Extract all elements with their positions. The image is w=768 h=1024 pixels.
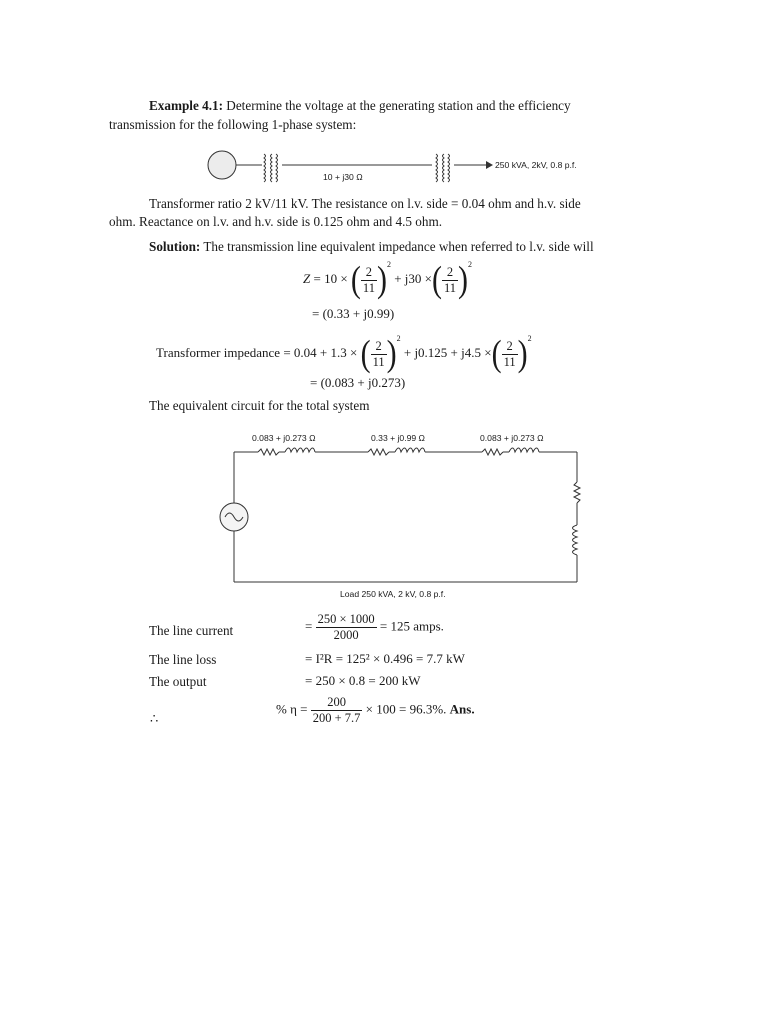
example-heading: Example 4.1: — [149, 98, 223, 113]
given-line2: ohm. Reactance on l.v. and h.v. side is 0.125 ohm and 4.5 ohm. — [109, 214, 443, 229]
given-line1: Transformer ratio 2 kV/11 kV. The resistance on l.v. side = 0.04 ohm and h.v. side — [149, 196, 581, 211]
solution-label: Solution: — [149, 239, 201, 254]
arrow-head — [486, 161, 493, 169]
example-question-line2: transmission for the following 1-phase system: — [109, 117, 357, 132]
line-loss-expr: = I²R = 125² × 0.496 = 7.7 kW — [305, 651, 465, 666]
equivalent-circuit-text: The equivalent circuit for the total system — [149, 398, 370, 413]
resistor-1 — [258, 449, 279, 455]
tz-result: = (0.083 + j0.273) — [310, 375, 406, 390]
z-result: = (0.33 + j0.99) — [312, 306, 395, 321]
line-impedance-label: 10 + j30 Ω — [323, 172, 363, 182]
output-expr: = 250 × 0.8 = 200 kW — [305, 673, 421, 688]
ratio-fraction: $\frac{2}{11}$ — [362, 264, 375, 295]
z-equation: Z = 10 × ( $\frac{2}{11}$ )$^2$ + j30 ×( $\frac{2}{11}$ )$^2$ — [303, 258, 473, 301]
line-current-label: The line current — [149, 623, 234, 638]
z3-label: 0.083 + j0.273 Ω — [480, 433, 544, 443]
line-current-equation: = $\frac{250 \times 1000}{2000}$ = 125 amps. — [305, 612, 444, 642]
efficiency-fraction: $\frac{200}{200 + 7.7}$ — [312, 695, 361, 725]
transformer-left — [264, 154, 278, 182]
inductor-3 — [509, 448, 539, 452]
tz-label: Transformer impedance = 0.04 + 1.3 × — [156, 345, 358, 360]
solution-text: The transmission line equivalent impedance when referred to l.v. side will — [203, 239, 594, 254]
load-resistor — [574, 482, 580, 503]
tz-term2: + j0.125 + j4.5 × — [403, 345, 492, 360]
load-description: Load 250 kVA, 2 kV, 0.8 p.f. — [340, 589, 446, 599]
load-inductor — [573, 525, 578, 555]
answer-label: Ans. — [449, 701, 475, 717]
output-label: The output — [149, 674, 207, 689]
resistor-2 — [368, 449, 389, 455]
inductor-2 — [395, 448, 425, 452]
ratio-fraction: $\frac{2}{11}$ — [443, 264, 457, 295]
current-result: = 125 amps. — [379, 618, 444, 634]
single-phase-system-diagram — [0, 140, 768, 200]
z1-label: 0.083 + j0.273 Ω — [252, 433, 316, 443]
therefore-symbol: ∴ — [150, 711, 159, 726]
current-fraction: $\frac{250 \times 1000}{2000}$ — [317, 612, 375, 642]
example-question-text: Determine the voltage at the generating station and the efficiency — [226, 98, 571, 113]
resistor-3 — [482, 449, 503, 455]
z-symbol: Z — [303, 271, 311, 286]
ratio-fraction: $\frac{2}{11}$ — [503, 338, 516, 369]
line-loss-label: The line loss — [149, 652, 217, 667]
solution-line — [149, 238, 594, 256]
z-term2: + j30 × — [394, 271, 432, 286]
ratio-fraction: $\frac{2}{11}$ — [372, 338, 385, 369]
efficiency-equation: % η = $\frac{200}{200 + 7.7}$ × 100 = 96.3%. Ans. — [276, 695, 475, 725]
example-question-line1 — [149, 97, 571, 115]
equivalent-circuit-diagram — [0, 440, 768, 600]
z2-label: 0.33 + j0.99 Ω — [371, 433, 425, 443]
load-label: 250 kVA, 2kV, 0.8 p.f. — [495, 160, 577, 170]
transformer-right — [436, 154, 450, 182]
inductor-1 — [285, 448, 315, 452]
z-eq-sign: = 10 × — [313, 271, 348, 286]
transformer-impedance-equation: Transformer impedance = 0.04 + 1.3 × ( $\frac{2}{11}$ )$^2$ + j0.125 + j4.5 ×( $\frac{2}{11}$ )$^2$ — [156, 332, 532, 375]
generator-symbol — [208, 151, 236, 179]
efficiency-result: × 100 = 96.3%. — [365, 701, 447, 717]
